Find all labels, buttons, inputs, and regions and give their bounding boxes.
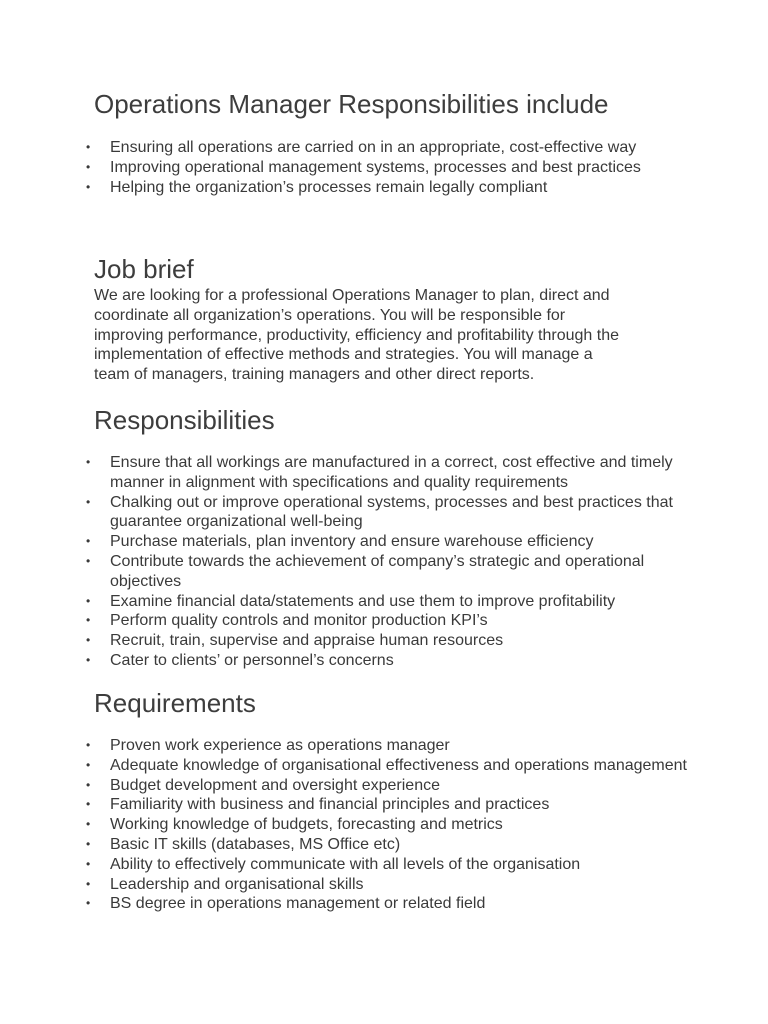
- bullet-icon: •: [86, 593, 91, 608]
- bullet-icon: •: [86, 159, 91, 174]
- list-item: [0, 776, 690, 796]
- list-item: [0, 158, 690, 178]
- list-item-text: Perform quality controls and monitor production KPI’s: [110, 612, 488, 630]
- list-item-text: BS degree in operations management or related field: [110, 895, 486, 913]
- paragraph-line: team of managers, training managers and other direct reports.: [94, 366, 535, 384]
- bullet-icon: •: [86, 633, 91, 648]
- bullet-icon: •: [86, 777, 91, 792]
- list-item: [0, 178, 690, 198]
- bullet-icon: •: [86, 652, 91, 667]
- job-brief-paragraph: [94, 286, 694, 385]
- list-item-text: Chalking out or improve operational systems, processes and best practices that guarantee organizational well-being: [110, 493, 673, 531]
- list-item-text: Helping the organization’s processes remain legally compliant: [110, 178, 548, 196]
- list-item-text: Purchase materials, plan inventory and ensure warehouse efficiency: [110, 533, 594, 551]
- bullet-icon: •: [86, 817, 91, 832]
- requirements-list: [0, 736, 768, 914]
- list-item-text: Working knowledge of budgets, forecasting and metrics: [110, 816, 503, 834]
- paragraph-line: implementation of effective methods and strategies. You will manage a: [94, 346, 593, 364]
- bullet-icon: •: [86, 797, 91, 812]
- responsibilities-heading: Responsibilities: [94, 405, 275, 435]
- list-item: [0, 795, 690, 815]
- list-item: [0, 552, 690, 592]
- responsibilities-list: [0, 453, 768, 671]
- list-item: [0, 835, 690, 855]
- list-item-text: Ability to effectively communicate with all levels of the organisation: [110, 855, 581, 873]
- list-item-text: Examine financial data/statements and use them to improve profitability: [110, 592, 616, 610]
- bullet-icon: •: [86, 534, 91, 549]
- list-item: [0, 894, 690, 914]
- bullet-icon: •: [86, 757, 91, 772]
- list-item-text: Adequate knowledge of organisational effectiveness and operations management: [110, 756, 687, 774]
- paragraph-line: coordinate all organization’s operations. You will be responsible for: [94, 306, 566, 324]
- list-item: [0, 855, 690, 875]
- list-item-text: Proven work experience as operations manager: [110, 737, 450, 754]
- bullet-icon: •: [86, 179, 91, 194]
- bullet-icon: •: [86, 876, 91, 891]
- bullet-icon: •: [86, 836, 91, 851]
- bullet-icon: •: [86, 856, 91, 871]
- bullet-icon: •: [86, 896, 91, 911]
- bullet-icon: •: [86, 455, 91, 469]
- bullet-icon: •: [86, 613, 91, 628]
- list-item-text: Familiarity with business and financial principles and practices: [110, 796, 550, 814]
- intro-list: [0, 138, 768, 197]
- paragraph-line: We are looking for a professional Operations Manager to plan, direct and: [94, 287, 610, 304]
- list-item-text: Contribute towards the achievement of company’s strategic and operational objectives: [110, 552, 645, 590]
- list-item: [0, 875, 690, 895]
- list-item-text: Recruit, train, supervise and appraise human resources: [110, 632, 504, 650]
- paragraph-line: improving performance, productivity, efficiency and profitability through the: [94, 326, 620, 344]
- list-item: [0, 815, 690, 835]
- bullet-icon: •: [86, 738, 91, 752]
- list-item: [0, 651, 690, 671]
- list-item: [0, 532, 690, 552]
- list-item: [0, 592, 690, 612]
- list-item-text: Improving operational management systems, processes and best practices: [110, 158, 641, 176]
- bullet-icon: •: [86, 553, 91, 568]
- list-item-text: Basic IT skills (databases, MS Office etc): [110, 835, 401, 853]
- intro-heading: Operations Manager Responsibilities include: [94, 89, 609, 119]
- list-item: [0, 453, 690, 493]
- list-item-text: Budget development and oversight experience: [110, 776, 440, 794]
- requirements-heading: Requirements: [94, 688, 256, 718]
- list-item-text: Ensuring all operations are carried on in an appropriate, cost-effective way: [110, 139, 637, 156]
- list-item-text: Cater to clients’ or personnel’s concerns: [110, 651, 394, 669]
- list-item: [0, 138, 690, 158]
- list-item: [0, 611, 690, 631]
- list-item: [0, 756, 690, 776]
- list-item-text: Ensure that all workings are manufactured in a correct, cost effective and timely manner in alignment with specifications and quality requirements: [110, 454, 673, 491]
- list-item: [0, 631, 690, 651]
- list-item: [0, 493, 690, 533]
- job-brief-heading: Job brief: [94, 254, 194, 284]
- bullet-icon: •: [86, 494, 91, 509]
- list-item: [0, 736, 690, 756]
- bullet-icon: •: [86, 140, 91, 154]
- list-item-text: Leadership and organisational skills: [110, 875, 364, 893]
